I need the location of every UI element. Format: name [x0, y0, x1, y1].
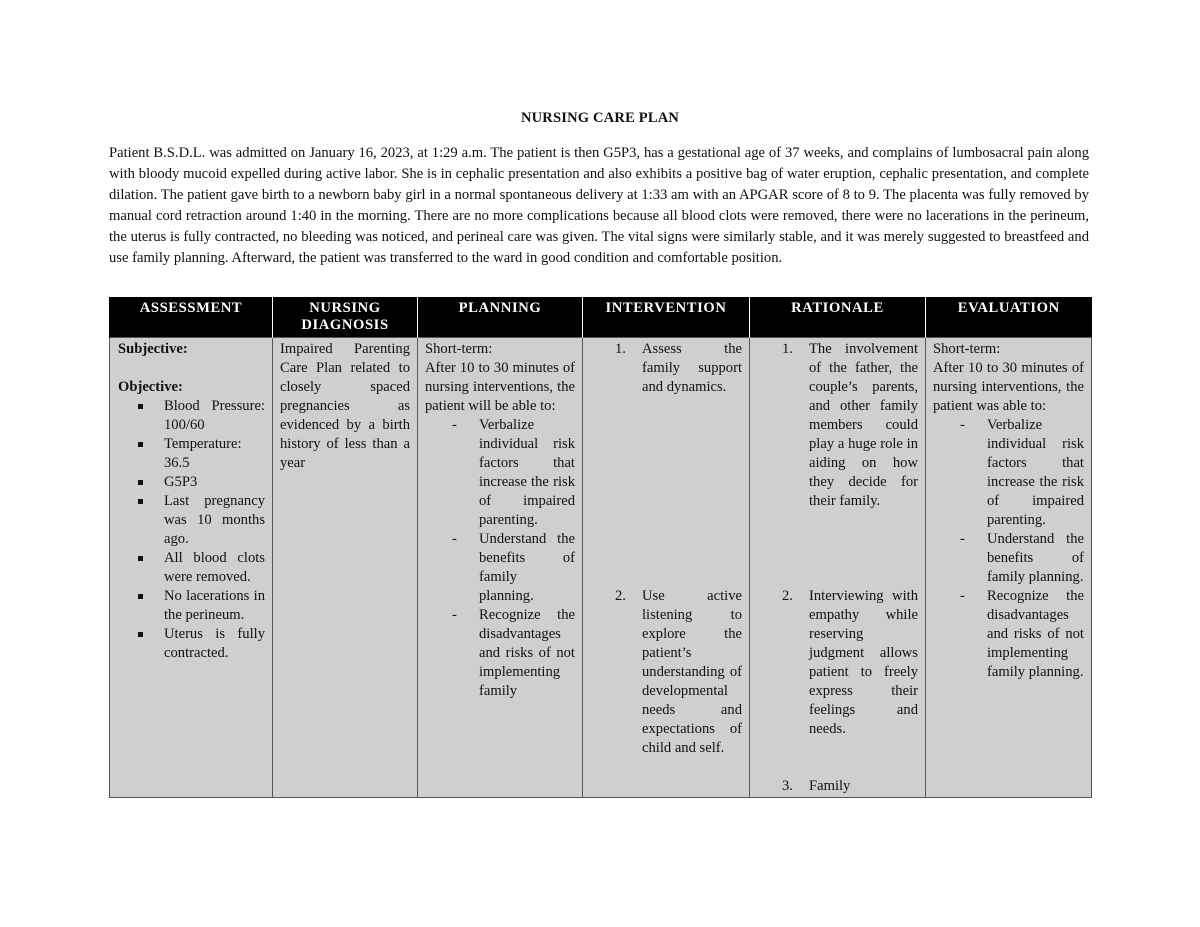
- assessment-cell: [110, 338, 273, 798]
- planning-intro: After 10 to 30 minutes of nursing interventions, the patient will be able to:: [425, 360, 575, 414]
- evaluation-term: Short-term:: [933, 341, 1001, 357]
- square-bullet-icon: [138, 480, 143, 485]
- list-item: 1. Assess the family support and dynamics.: [615, 341, 742, 395]
- nursing-care-plan-table: [109, 297, 1092, 798]
- intervention-cell: [583, 338, 750, 798]
- list-item: Blood Pressure: 100/60: [110, 397, 265, 435]
- list-item: No lacerations in the perineum.: [110, 587, 265, 625]
- square-bullet-icon: [138, 594, 143, 599]
- patient-summary: Patient B.S.D.L. was admitted on January 16, 2023, at 1:29 a.m. The patient is then G5P3, has a gestational age of 37 weeks, and complains of lumbosacral pain along with bloody mucoid expelled during active labor. She is in cephalic presentation and also exhibits a positive bag of water eruption, cephalic presentation, and complete dilation. The patient gave birth to a newborn baby girl in a normal spontaneous delivery at 1:33 am with an APGAR score of 8 to 9. The placenta was fully removed by manual cord retraction around 1:40 in the morning. There are no more complications because all blood clots were removed, there were no lacerations in the perineum, the uterus is fully contracted, no bleeding was noticed, and perineal care was given. The vital signs were similarly stable, and it was merely suggested to breastfeed and use family planning. Afterward, the patient was transferred to the ward in good condition and comfortable position.: [109, 145, 1089, 266]
- rationale-cell: [750, 338, 926, 798]
- square-bullet-icon: [138, 556, 143, 561]
- header-assessment: ASSESSMENT: [110, 297, 273, 338]
- square-bullet-icon: [138, 499, 143, 504]
- nursing-diagnosis-text: Impaired Parenting Care Plan related to closely spaced pregnancies as evidenced by a birth history of less than a year: [280, 341, 410, 471]
- planning-cell: [418, 338, 583, 798]
- list-item: 2. Use active listening to explore the patient’s understanding of developmental needs and expectations of child and self.: [615, 588, 742, 756]
- list-item: - Understand the benefits of family planning.: [960, 531, 1084, 585]
- list-item: Uterus is fully contracted.: [110, 625, 265, 663]
- list-item: Last pregnancy was 10 months ago.: [110, 492, 265, 549]
- list-item: All blood clots were removed.: [110, 549, 265, 587]
- subjective-label: Subjective:: [118, 341, 188, 357]
- intervention-list: [587, 340, 742, 758]
- planning-goals: [425, 416, 575, 701]
- header-rationale: RATIONALE: [750, 297, 926, 338]
- table-row: [110, 338, 1092, 798]
- list-item: - Understand the benefits of family planning.: [452, 531, 575, 604]
- square-bullet-icon: [138, 632, 143, 637]
- list-item: - Recognize the disadvantages and risks of not implementing family: [452, 607, 575, 699]
- rationale-list: [754, 340, 918, 796]
- header-nursing-diagnosis: NURSING DIAGNOSIS: [273, 297, 418, 338]
- square-bullet-icon: [138, 404, 143, 409]
- list-item: - Recognize the disadvantages and risks of not implementing family planning.: [960, 588, 1084, 680]
- header-planning: PLANNING: [418, 297, 583, 338]
- page-title: NURSING CARE PLAN: [520, 110, 680, 126]
- table-header-row: [110, 297, 1092, 338]
- evaluation-cell: [926, 338, 1092, 798]
- planning-term: Short-term:: [425, 341, 493, 357]
- list-item: 2. Interviewing with empathy while reserving judgment allows patient to freely express their feelings and needs.: [782, 588, 918, 737]
- list-item: 3. Family: [782, 778, 851, 794]
- list-item: 1. The involvement of the father, the couple’s parents, and other family members could play a huge role in aiding on how they decide for their family.: [782, 341, 918, 509]
- list-item: - Verbalize individual risk factors that increase the risk of impaired parenting.: [960, 417, 1084, 528]
- list-item: G5P3: [110, 473, 265, 492]
- objective-label: Objective:: [118, 379, 183, 395]
- header-intervention: INTERVENTION: [583, 297, 750, 338]
- list-item: - Verbalize individual risk factors that increase the risk of impaired parenting.: [452, 417, 575, 528]
- objective-list: [110, 397, 265, 663]
- list-item: Temperature: 36.5: [110, 435, 265, 473]
- header-evaluation: EVALUATION: [926, 297, 1092, 338]
- evaluation-intro: After 10 to 30 minutes of nursing interventions, the patient was able to:: [933, 360, 1084, 414]
- square-bullet-icon: [138, 442, 143, 447]
- nursing-diagnosis-cell: [273, 338, 418, 798]
- evaluation-results: [933, 416, 1084, 682]
